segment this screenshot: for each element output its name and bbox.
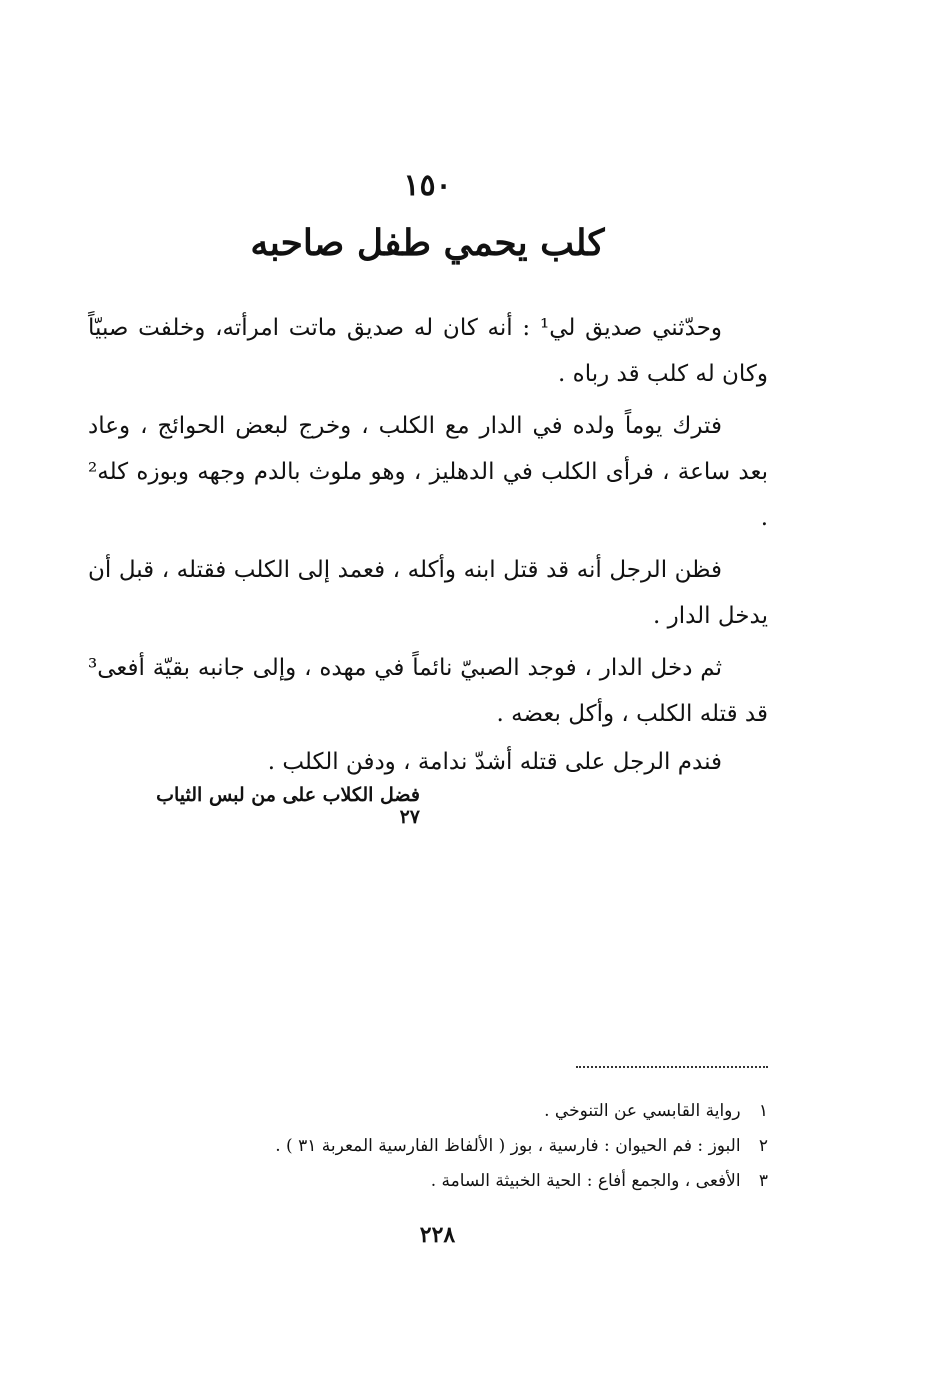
footnote-number: ١	[758, 1101, 768, 1121]
footnote-number: ٢	[758, 1136, 768, 1156]
footnote-number: ٣	[758, 1171, 768, 1191]
paragraph: فندم الرجل على قتله أشدّ ندامة ، ودفن الكلب .	[267, 749, 722, 775]
source-reference: فضل الكلاب على من لبس الثياب ٢٧	[156, 784, 420, 828]
page-number: ٢٢٨	[419, 1222, 456, 1248]
paragraph: ثم دخل الدار ، فوجد الصبيّ نائماً في مهده ، وإلى جانبه بقيّة أفعى³ قد قتله الكلب ، وأكل بعضه .	[88, 655, 768, 727]
footnote	[200, 1129, 768, 1164]
page-title: كلب يحمي طفل صاحبه	[250, 222, 605, 264]
story-body	[88, 305, 768, 791]
paragraph: وحدّثني صديق لي¹ : أنه كان له صديق ماتت امرأته، وخلفت صبيّاً وكان له كلب قد رباه .	[88, 315, 768, 387]
footnote-text: الأفعى ، والجمع أفاع : الحية الخبيثة السامة .	[430, 1171, 741, 1191]
footnote-divider	[576, 1066, 768, 1068]
footnote-text: البوز : فم الحيوان : فارسية ، بوز ( الألفاظ الفارسية المعربة ٣١ ) .	[275, 1136, 741, 1156]
footnote	[200, 1164, 768, 1199]
paragraph: فترك يوماً ولده في الدار مع الكلب ، وخرج لبعض الحوائج ، وعاد بعد ساعة ، فرأى الكلب في الدهليز ، وهو ملوث بالدم وجهه وبوزه كله² .	[88, 413, 768, 531]
story-number: ١٥٠	[403, 168, 452, 203]
paragraph: فظن الرجل أنه قد قتل ابنه وأكله ، فعمد إلى الكلب فقتله ، قبل أن يدخل الدار .	[88, 557, 768, 629]
footnotes	[200, 1094, 768, 1199]
footnote	[200, 1094, 768, 1129]
footnote-text: رواية القابسي عن التنوخي .	[544, 1101, 741, 1121]
